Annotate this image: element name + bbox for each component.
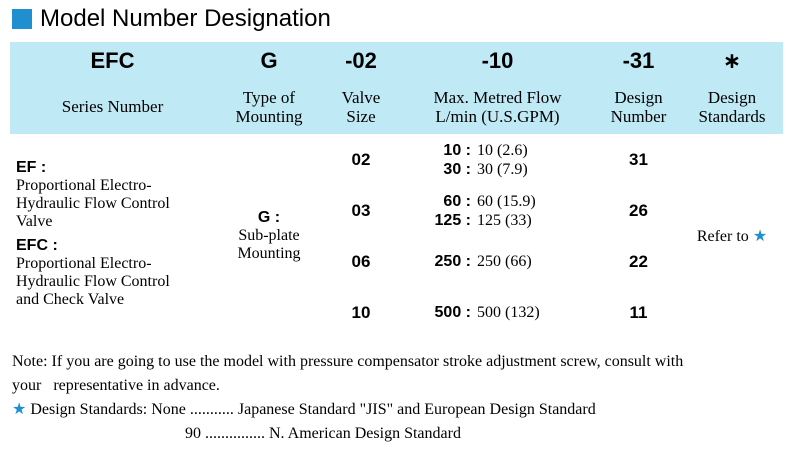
note-text-continued: your representative in advance. (12, 377, 220, 394)
blue-square-icon (12, 9, 32, 29)
code-design-standards: ∗ (681, 42, 783, 79)
series-cell (10, 134, 215, 338)
design-standards-legend-2: 90 ............... N. American Design Standard (185, 425, 461, 442)
valve-size: 02 (351, 149, 371, 169)
design-number: 11 (629, 302, 648, 322)
valve-size: 03 (351, 200, 371, 220)
header-series: Series Number (10, 79, 215, 134)
code-mounting: G (215, 42, 323, 79)
design-number: 22 (629, 251, 648, 271)
series-item-efc: EFC : Proportional Electro- Hydraulic Flow Control and Check Valve (16, 237, 170, 308)
header-valve-size: Valve Size (323, 79, 399, 134)
code-row (10, 42, 783, 79)
model-number-table (10, 42, 783, 338)
code-design-number: -31 (596, 42, 681, 79)
header-design-number: Design Number (596, 79, 681, 134)
table-row (10, 134, 783, 185)
standards-cell: Refer to ★ (696, 228, 768, 245)
flow-cell: 60 : 60 (15.9) 125 : 125 (33) (434, 192, 536, 229)
flow-cell: 500 : 500 (132) (434, 304, 540, 321)
star-icon: ★ (12, 401, 27, 418)
code-series: EFC (10, 42, 215, 79)
valve-size: 10 (351, 302, 371, 322)
series-item-ef: EF : Proportional Electro- Hydraulic Flow Control Valve (16, 159, 170, 230)
note-text: Note: If you are going to use the model with pressure compensator stroke adjustment screw, consult with (12, 353, 684, 370)
page-title: Model Number Designation (40, 5, 331, 32)
section-heading (12, 4, 331, 34)
code-flow: -10 (399, 42, 596, 79)
star-icon: ★ (752, 228, 768, 245)
valve-size: 06 (351, 251, 371, 271)
flow-cell: 250 : 250 (66) (434, 253, 532, 270)
notes (12, 350, 792, 446)
header-mounting: Type of Mounting (215, 79, 323, 134)
code-valve-size: -02 (323, 42, 399, 79)
header-flow: Max. Metred Flow L/min (U.S.GPM) (399, 79, 596, 134)
header-design-standards: Design Standards (681, 79, 783, 134)
flow-cell: 10 : 10 (2.6) 30 : 30 (7.9) (443, 141, 528, 178)
design-standards-legend: ★ Design Standards: None ........... Japanese Standard "JIS" and European Design Standard (12, 401, 596, 418)
mounting-cell: G : Sub-plate Mounting (237, 209, 301, 262)
header-row (10, 79, 783, 134)
design-number: 31 (629, 149, 648, 169)
design-number: 26 (629, 200, 648, 220)
